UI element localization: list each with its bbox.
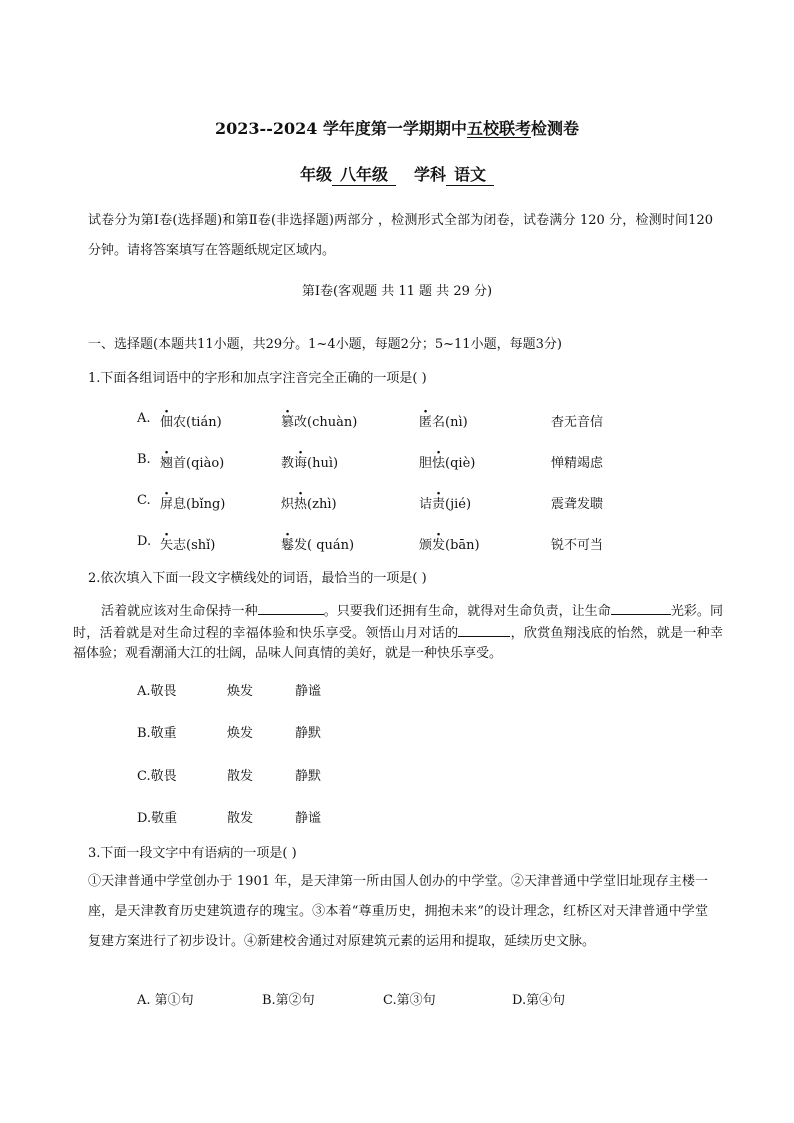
option-word: 静谧 — [295, 684, 322, 699]
option-word-4: 锐不可当 — [551, 538, 604, 553]
q2-passage-text-1: 活着就应该对生命保持一种 — [101, 604, 258, 619]
q2-stem: 2.依次填入下面一段文字横线处的词语，最恰当的一项是( ) — [88, 571, 427, 586]
subject-value: 语文 — [446, 166, 494, 186]
option-word-1: 矢志(shǐ) — [160, 538, 216, 553]
option-label: B.敬重 — [137, 726, 177, 741]
q3-option-a: A. 第①句 — [137, 993, 194, 1008]
title-text: 2023--2024 学年度第一学期期中 — [215, 119, 467, 138]
fill-blank-1[interactable] — [258, 600, 324, 615]
option-word-1: 翘首(qiào) — [160, 456, 225, 471]
option-word: 静谧 — [295, 811, 322, 826]
option-label: A.敬畏 — [137, 684, 177, 699]
fill-blank-3[interactable] — [458, 622, 510, 637]
exam-instructions: 试卷分为第Ⅰ卷(选择题)和第Ⅱ卷(非选择题)两部分 ，检测形式全部为闭卷，试卷满分 120 分，检测时间120分钟。请将答案填写在答题纸规定区域内。 — [88, 213, 713, 258]
option-word-1: 屏息(bǐng) — [160, 497, 226, 512]
q3-stem: 3.下面一段文字中有语病的一项是( ) — [88, 846, 297, 861]
q3-option-c: C.第③句 — [383, 993, 436, 1008]
part-title: 一、选择题(本题共11小题，共29分。1~4小题，每题2分；5~11小题，每题3分) — [88, 337, 562, 352]
option-word-4: 震聋发聩 — [551, 497, 604, 512]
q2-passage-text-3: 光彩。同时，活着就是对生命过程的幸福体验和快乐享受。领悟山月对话的 — [73, 604, 723, 641]
option-word: 焕发 — [227, 684, 254, 699]
option-label: C. — [137, 493, 151, 508]
q3-option-d: D.第④句 — [512, 993, 566, 1008]
option-word: 散发 — [227, 811, 254, 826]
option-word-4: 惮精竭虑 — [551, 456, 604, 471]
option-label: A. — [137, 411, 151, 426]
option-word-3: 匿名(nì) — [419, 415, 468, 430]
q3-option-b: B.第②句 — [262, 993, 315, 1008]
q2-passage — [73, 600, 723, 664]
option-word-1: 佃农(tián) — [160, 415, 222, 430]
fill-blank-2[interactable] — [611, 600, 661, 615]
title-underlined-text: 五校联考 — [466, 119, 531, 138]
option-label: D. — [137, 534, 152, 549]
subject-label: 学科 — [414, 165, 447, 184]
q1-stem: 1.下面各组词语中的字形和加点字注音完全正确的一项是( ) — [88, 371, 427, 386]
grade-subject-line — [0, 162, 794, 186]
option-label: B. — [137, 452, 151, 467]
grade-value: 八年级 — [332, 166, 396, 186]
option-word: 静默 — [295, 726, 322, 741]
fill-blank-2-cont[interactable] — [661, 600, 671, 615]
option-word-2: 篡改(chuàn) — [281, 415, 358, 430]
q3-passage: ①天津普通中学堂创办于 1901 年，是天津第一所由国人创办的中学堂。②天津普通中学堂旧址现存主楼一座，是天津教育历史建筑遗存的瑰宝。③本着“尊重历史，拥抱未来”的设计理念，红桥区对天津普通中学堂复建方案进行了初步设计。④新建校舍通过对原建筑元素的运用和提取，延续历史文脉。 — [88, 874, 708, 949]
title-suffix-text: 检测卷 — [530, 119, 579, 138]
option-word: 焕发 — [227, 726, 254, 741]
option-word-4: 杳无音信 — [551, 415, 604, 430]
q2-passage-text-2: 。只要我们还拥有生命，就得对生命负责，让生命 — [323, 604, 611, 619]
option-word-3: 胆怯(qiè) — [419, 456, 476, 471]
grade-label: 年级 — [299, 165, 332, 184]
option-word-2: 炽热(zhì) — [281, 497, 337, 512]
q2-passage-text-4: ，欣赏鱼翔浅底的怡然，就是一种幸福体验；观看潮涌大江的壮阔，品味人间真情的美好，就是一种快乐享受。 — [73, 626, 723, 661]
option-word-2: 教诲(huì) — [281, 456, 339, 471]
option-word-3: 诘责(jié) — [419, 497, 472, 512]
option-word-2: 鬈发( quán) — [281, 538, 355, 553]
section-title: 第Ⅰ卷(客观题 共 11 题 共 29 分) — [301, 284, 493, 299]
option-word-3: 颁发(bān) — [419, 538, 480, 553]
option-word: 静默 — [295, 769, 322, 784]
option-label: C.敬畏 — [137, 769, 177, 784]
exam-title — [0, 116, 794, 139]
option-word: 散发 — [227, 769, 254, 784]
option-label: D.敬重 — [137, 811, 178, 826]
